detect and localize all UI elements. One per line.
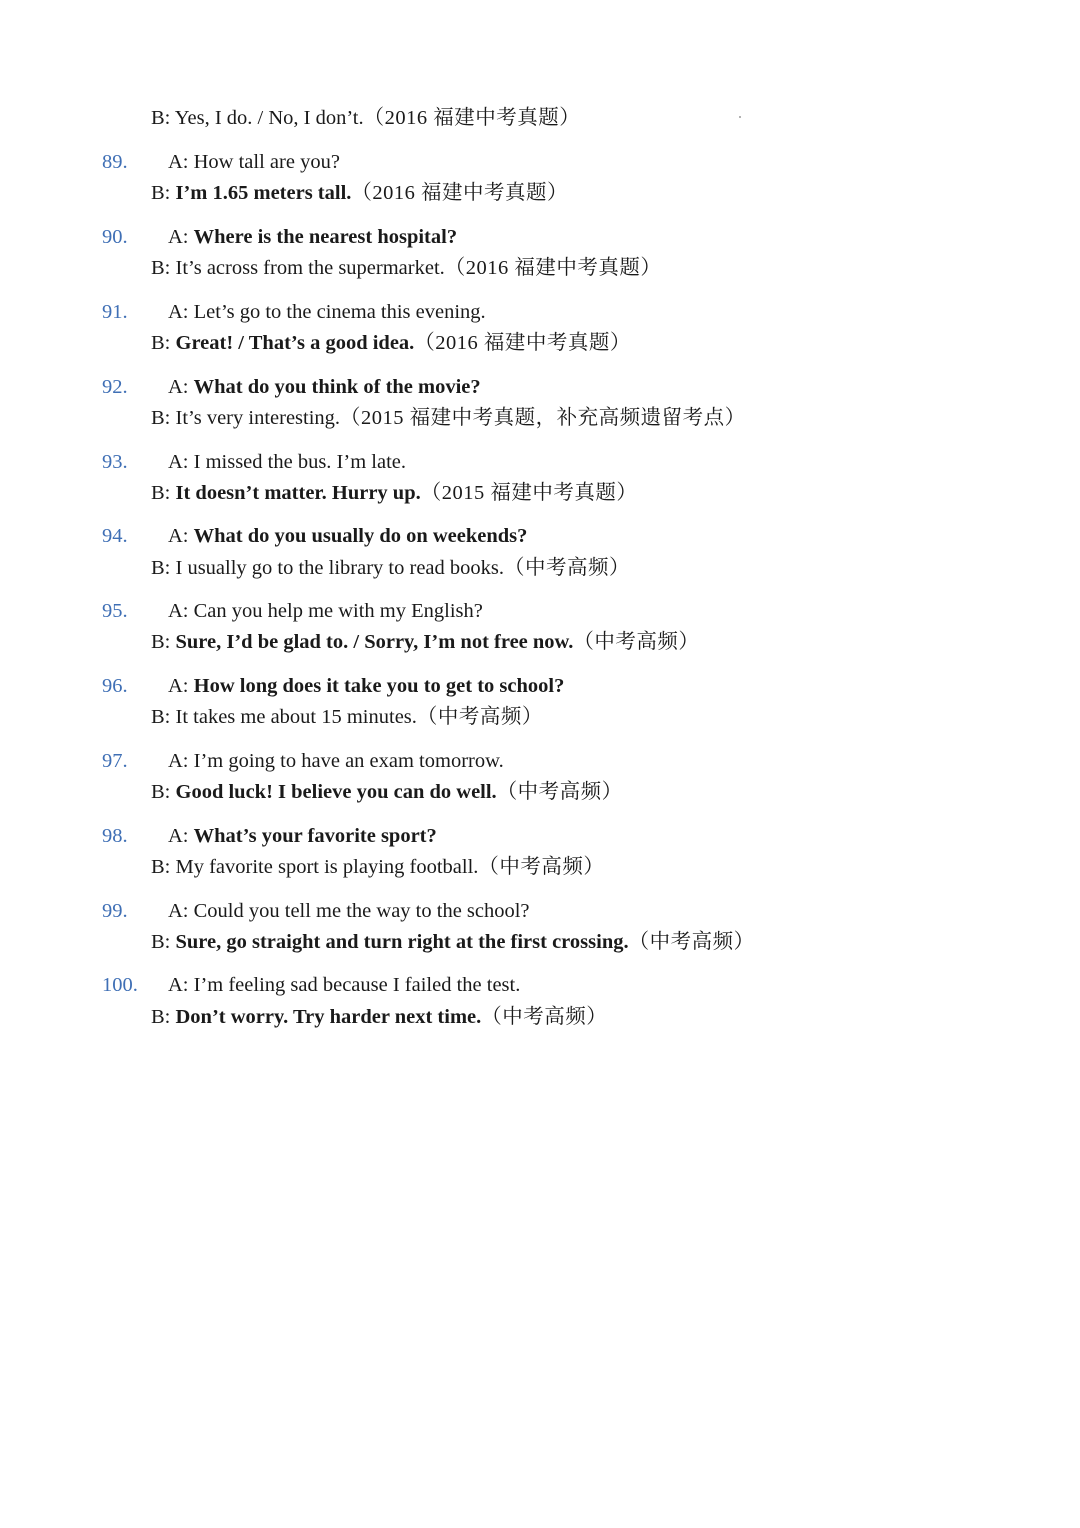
source-note: （2015 福建中考真题，补充高频遗留考点） — [340, 407, 746, 429]
answer-text: It takes me about 15 minutes. — [175, 706, 417, 728]
item-number: 96. — [102, 675, 128, 697]
answer-text: It’s very interesting. — [175, 407, 341, 429]
answer-line — [151, 704, 543, 730]
item-number: 90. — [102, 226, 128, 248]
answer-text: My favorite sport is playing football. — [175, 856, 479, 878]
item-number: 89. — [102, 151, 128, 173]
speaker-a-label: A: — [168, 675, 194, 697]
source-note: （2015 福建中考真题） — [420, 482, 638, 504]
question-text: Can you help me with my English? — [193, 600, 483, 622]
answer-line — [151, 480, 637, 506]
question-text: How tall are you? — [193, 151, 340, 173]
question-line — [168, 374, 481, 400]
answer-line — [151, 180, 568, 206]
question-text: I’m going to have an exam tomorrow. — [193, 750, 504, 772]
speaker-b-label: B: — [151, 706, 176, 728]
speaker-b-label: B: — [151, 107, 175, 129]
speaker-b-label: B: — [151, 182, 176, 204]
speaker-b-label: B: — [151, 557, 176, 579]
question-text: Could you tell me the way to the school? — [193, 900, 530, 922]
source-note: （2016 福建中考真题） — [444, 257, 662, 279]
source-note: （2016 福建中考真题） — [363, 107, 581, 129]
question-line — [168, 898, 530, 924]
item-number: 93. — [102, 451, 128, 473]
speaker-a-label: A: — [168, 451, 194, 473]
speaker-b-label: B: — [151, 257, 176, 279]
speaker-a-label: A: — [168, 974, 194, 996]
answer-line — [151, 555, 630, 581]
speaker-a-label: A: — [168, 825, 194, 847]
question-line — [168, 299, 486, 325]
speaker-a-label: A: — [168, 525, 194, 547]
speaker-a-label: A: — [168, 376, 194, 398]
source-note: （中考高频） — [481, 1006, 608, 1028]
answer-line — [151, 929, 755, 955]
item-number: 97. — [102, 750, 128, 772]
answer-text: I usually go to the library to read books. — [175, 557, 505, 579]
answer-line — [151, 779, 623, 805]
answer-text: It’s across from the supermarket. — [175, 257, 445, 279]
item-number: 99. — [102, 900, 128, 922]
source-note: （中考高频） — [628, 931, 755, 953]
item-number: 100. — [102, 974, 138, 996]
speaker-b-label: B: — [151, 1006, 176, 1028]
speaker-b-label: B: — [151, 856, 176, 878]
speaker-b-label: B: — [151, 482, 176, 504]
speaker-b-label: B: — [151, 931, 176, 953]
question-text: What do you usually do on weekends? — [193, 525, 528, 547]
item-number: 91. — [102, 301, 128, 323]
source-note: （2016 福建中考真题） — [351, 182, 569, 204]
question-line — [168, 748, 504, 774]
question-line — [168, 449, 406, 475]
item-number: 92. — [102, 376, 128, 398]
answer-text: Sure, I’d be glad to. / Sorry, I’m not free now. — [175, 631, 574, 653]
answer-text: Great! / That’s a good idea. — [175, 332, 415, 354]
speaker-b-label: B: — [151, 781, 176, 803]
speaker-a-label: A: — [168, 226, 194, 248]
question-text: How long does it take you to get to school? — [193, 675, 565, 697]
speaker-b-label: B: — [151, 631, 176, 653]
continuation-answer-line — [151, 105, 580, 131]
question-line — [168, 224, 457, 250]
question-line — [168, 823, 437, 849]
question-text: Let’s go to the cinema this evening. — [193, 301, 486, 323]
item-number: 95. — [102, 600, 128, 622]
answer-line — [151, 255, 661, 281]
speaker-a-label: A: — [168, 600, 194, 622]
question-text: I’m feeling sad because I failed the test. — [193, 974, 521, 996]
question-text: What’s your favorite sport? — [193, 825, 437, 847]
speaker-b-label: B: — [151, 332, 176, 354]
question-text: Where is the nearest hospital? — [193, 226, 458, 248]
answer-line — [151, 405, 746, 431]
answer-text: Sure, go straight and turn right at the first crossing. — [175, 931, 629, 953]
answer-text: Don’t worry. Try harder next time. — [175, 1006, 482, 1028]
answer-line — [151, 854, 604, 880]
speaker-a-label: A: — [168, 750, 194, 772]
question-line — [168, 149, 340, 175]
answer-text: Good luck! I believe you can do well. — [175, 781, 497, 803]
speaker-a-label: A: — [168, 900, 194, 922]
answer-text: It doesn’t matter. Hurry up. — [175, 482, 421, 504]
question-line — [168, 972, 520, 998]
question-text: What do you think of the movie? — [193, 376, 481, 398]
item-number: 94. — [102, 525, 128, 547]
answer-line — [151, 330, 631, 356]
speaker-b-label: B: — [151, 407, 176, 429]
speaker-a-label: A: — [168, 301, 194, 323]
source-note: （中考高频） — [496, 781, 623, 803]
source-note: （中考高频） — [573, 631, 700, 653]
item-number: 98. — [102, 825, 128, 847]
source-note: （中考高频） — [504, 557, 631, 579]
source-note: （2016 福建中考真题） — [414, 332, 631, 354]
scan-speck — [739, 116, 741, 118]
answer-text: Yes, I do. / No, I don’t. — [174, 107, 364, 129]
question-line — [168, 673, 564, 699]
source-note: （中考高频） — [416, 706, 543, 728]
speaker-a-label: A: — [168, 151, 194, 173]
answer-line — [151, 629, 699, 655]
question-line — [168, 523, 527, 549]
answer-line — [151, 1004, 607, 1030]
answer-text: I’m 1.65 meters tall. — [175, 182, 352, 204]
question-text: I missed the bus. I’m late. — [193, 451, 406, 473]
source-note: （中考高频） — [478, 856, 605, 878]
question-line — [168, 598, 483, 624]
